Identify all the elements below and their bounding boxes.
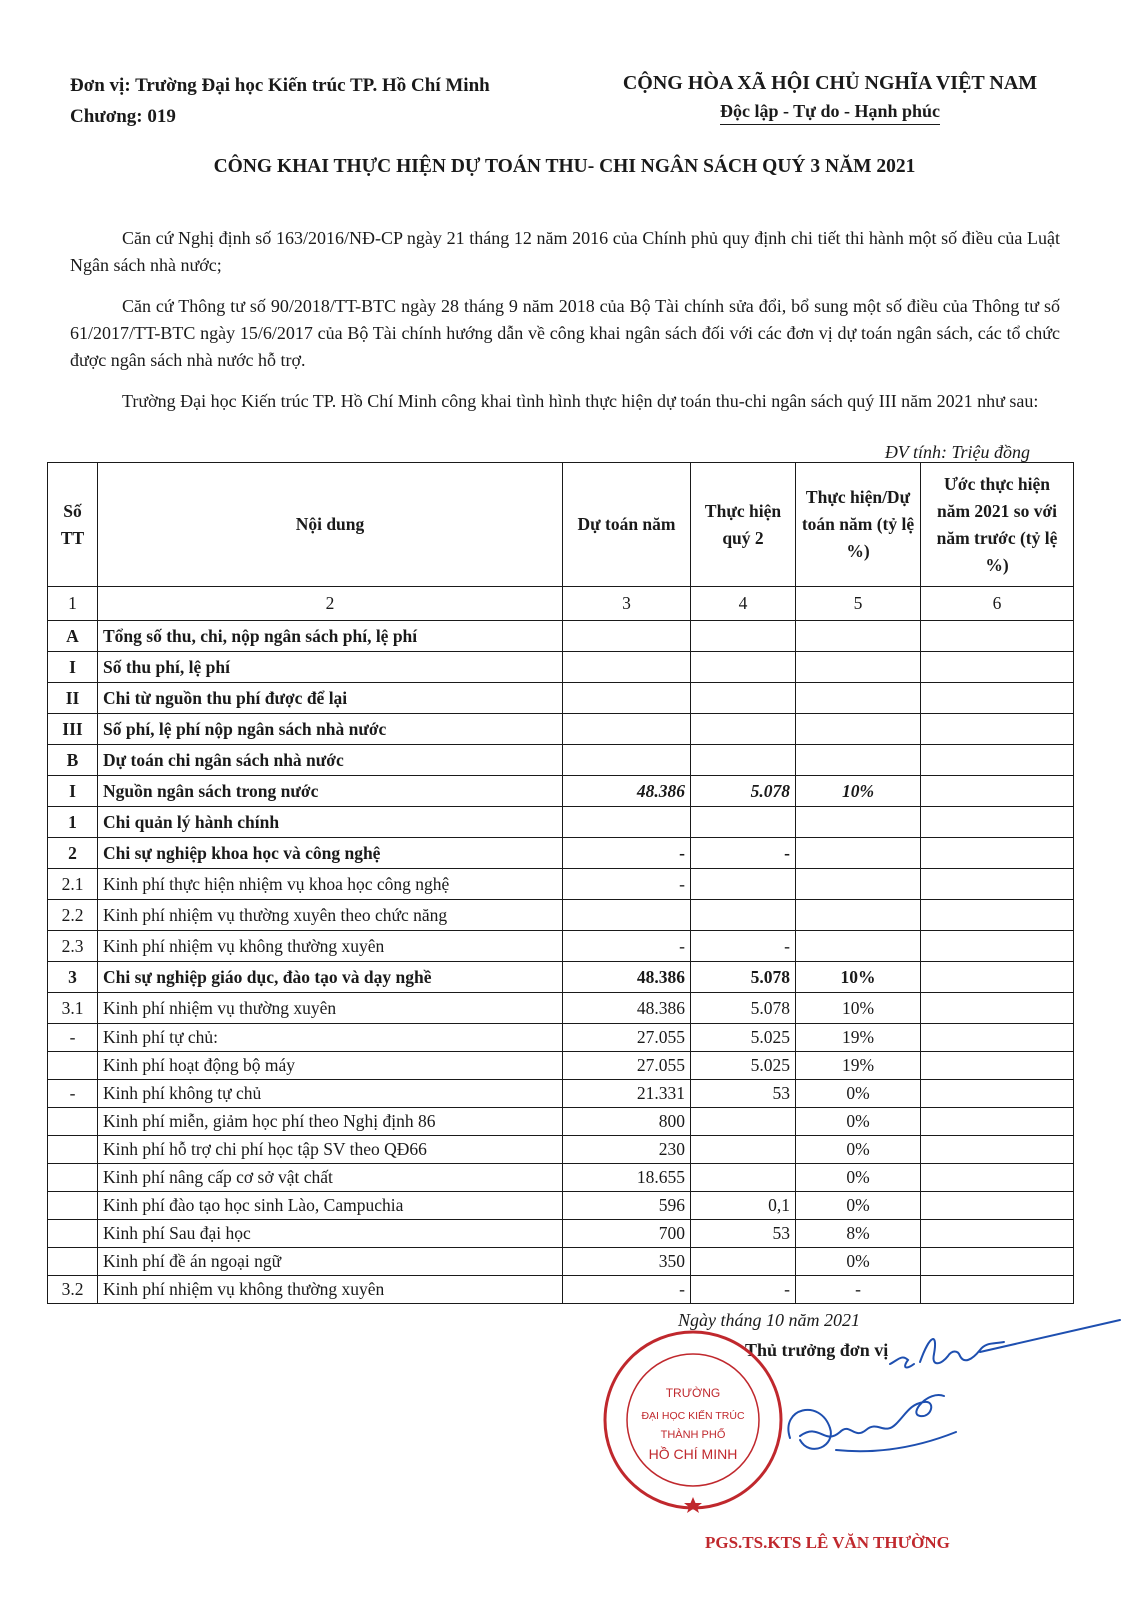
cell-content: Kinh phí nâng cấp cơ sở vật chất: [98, 1164, 563, 1192]
cell-stt: I: [48, 776, 98, 807]
cell-budget: 27.055: [563, 1024, 691, 1052]
cell-q2: [691, 683, 796, 714]
cell-content: Kinh phí thực hiện nhiệm vụ khoa học công nghệ: [98, 869, 563, 900]
header-budget: Dự toán năm: [563, 463, 691, 587]
seal-line-3: THÀNH PHỐ: [660, 1429, 726, 1441]
cell-prev: [921, 776, 1074, 807]
cell-q2: 5.078: [691, 962, 796, 993]
cell-budget: 700: [563, 1220, 691, 1248]
table-row: [48, 1080, 1074, 1108]
table-row: [48, 1136, 1074, 1164]
cell-q2: 53: [691, 1080, 796, 1108]
table-row: [48, 993, 1074, 1024]
cell-stt: -: [48, 1024, 98, 1052]
cell-ratio: 10%: [796, 962, 921, 993]
cell-q2: [691, 869, 796, 900]
cell-prev: [921, 900, 1074, 931]
cell-budget: [563, 652, 691, 683]
cell-ratio: [796, 621, 921, 652]
cell-prev: [921, 1248, 1074, 1276]
cell-stt: I: [48, 652, 98, 683]
table-row: [48, 838, 1074, 869]
cell-ratio: 10%: [796, 993, 921, 1024]
cell-budget: 230: [563, 1136, 691, 1164]
table-row: [48, 962, 1074, 993]
cell-q2: 5.025: [691, 1052, 796, 1080]
cell-prev: [921, 714, 1074, 745]
cell-stt: 3.2: [48, 1276, 98, 1304]
signer-name: PGS.TS.KTS LÊ VĂN THƯỜNG: [705, 1533, 950, 1552]
seal-line-1: TRƯỜNG: [665, 1386, 721, 1400]
cell-budget: 27.055: [563, 1052, 691, 1080]
cell-ratio: 10%: [796, 776, 921, 807]
cell-q2: 5.025: [691, 1024, 796, 1052]
cell-content: Kinh phí hỗ trợ chi phí học tập SV theo QĐ66: [98, 1136, 563, 1164]
table-row: [48, 714, 1074, 745]
cell-content: Dự toán chi ngân sách nhà nước: [98, 745, 563, 776]
col-number: 1: [48, 587, 98, 621]
unit-header: [70, 70, 490, 132]
table-row: [48, 1164, 1074, 1192]
cell-prev: [921, 1108, 1074, 1136]
cell-content: Kinh phí nhiệm vụ không thường xuyên: [98, 1276, 563, 1304]
cell-ratio: 0%: [796, 1192, 921, 1220]
cell-content: Kinh phí nhiệm vụ không thường xuyên: [98, 931, 563, 962]
cell-budget: -: [563, 838, 691, 869]
cell-ratio: [796, 683, 921, 714]
national-motto: Độc lập - Tự do - Hạnh phúc: [720, 101, 940, 125]
cell-ratio: 0%: [796, 1080, 921, 1108]
table-row: [48, 652, 1074, 683]
cell-budget: -: [563, 1276, 691, 1304]
cell-prev: [921, 1164, 1074, 1192]
table-row: [48, 807, 1074, 838]
table-row: [48, 1052, 1074, 1080]
cell-ratio: [796, 807, 921, 838]
legal-basis-paragraph-1: Căn cứ Nghị định số 163/2016/NĐ-CP ngày 21 tháng 12 năm 2016 của Chính phủ quy định chi tiết thi hành một số điều của Luật Ngân sách nhà nước;: [70, 228, 1060, 275]
cell-q2: [691, 1136, 796, 1164]
cell-stt: [48, 1052, 98, 1080]
cell-content: Chi sự nghiệp giáo dục, đào tạo và dạy nghề: [98, 962, 563, 993]
signer-role: Thủ trưởng đơn vị: [745, 1340, 889, 1360]
cell-budget: [563, 621, 691, 652]
cell-prev: [921, 1136, 1074, 1164]
seal-line-4: HỒ CHÍ MINH: [648, 1446, 738, 1462]
cell-content: Số phí, lệ phí nộp ngân sách nhà nước: [98, 714, 563, 745]
table-row: [48, 931, 1074, 962]
national-header: [595, 72, 1065, 125]
legal-basis-paragraph-2: Căn cứ Thông tư số 90/2018/TT-BTC ngày 28 tháng 9 năm 2018 của Bộ Tài chính sửa đổi, bổ sung một số điều của Thông tư số 61/2017/TT-BTC ngày 15/6/2017 của Bộ Tài chính hướng dẫn về công khai ngân sách đối với các đơn vị dự toán ngân sách, các tổ chức được ngân sách nhà nước hỗ trợ.: [70, 296, 1060, 370]
table-row: [48, 683, 1074, 714]
cell-content: Nguồn ngân sách trong nước: [98, 776, 563, 807]
cell-budget: 48.386: [563, 962, 691, 993]
table-row: [48, 900, 1074, 931]
table-row: [48, 621, 1074, 652]
cell-ratio: -: [796, 1276, 921, 1304]
col-number: 4: [691, 587, 796, 621]
table-row: [48, 1248, 1074, 1276]
cell-content: Kinh phí đề án ngoại ngữ: [98, 1248, 563, 1276]
table-row: [48, 745, 1074, 776]
budget-table: [47, 462, 1074, 1304]
cell-stt: 3: [48, 962, 98, 993]
cell-q2: -: [691, 1276, 796, 1304]
cell-stt: [48, 1136, 98, 1164]
column-number-row: [48, 587, 1074, 621]
col-number: 5: [796, 587, 921, 621]
seal-line-2: ĐẠI HỌC KIẾN TRÚC: [641, 1410, 745, 1422]
cell-q2: 53: [691, 1220, 796, 1248]
cell-budget: 48.386: [563, 776, 691, 807]
cell-budget: [563, 714, 691, 745]
cell-content: Kinh phí đào tạo học sinh Lào, Campuchia: [98, 1192, 563, 1220]
cell-budget: [563, 807, 691, 838]
unit-name: Đơn vị: Trường Đại học Kiến trúc TP. Hồ Chí Minh: [70, 75, 490, 96]
cell-ratio: 19%: [796, 1052, 921, 1080]
table-row: [48, 776, 1074, 807]
cell-ratio: [796, 900, 921, 931]
table-header-row: [48, 463, 1074, 587]
nation-name: CỘNG HÒA XÃ HỘI CHỦ NGHĨA VIỆT NAM: [622, 72, 1038, 94]
cell-prev: [921, 1052, 1074, 1080]
cell-content: Kinh phí miễn, giảm học phí theo Nghị định 86: [98, 1108, 563, 1136]
cell-ratio: 8%: [796, 1220, 921, 1248]
cell-q2: [691, 652, 796, 683]
cell-q2: [691, 807, 796, 838]
header-content: Nội dung: [98, 463, 563, 587]
cell-q2: [691, 714, 796, 745]
cell-ratio: 0%: [796, 1248, 921, 1276]
cell-ratio: [796, 652, 921, 683]
cell-stt: 3.1: [48, 993, 98, 1024]
intro-paragraph: Trường Đại học Kiến trúc TP. Hồ Chí Minh công khai tình hình thực hiện dự toán thu-chi ngân sách quý III năm 2021 như sau:: [122, 391, 1039, 411]
cell-stt: 2.3: [48, 931, 98, 962]
cell-budget: -: [563, 869, 691, 900]
cell-ratio: [796, 745, 921, 776]
signing-date: Ngày tháng 10 năm 2021: [678, 1310, 860, 1330]
cell-stt: A: [48, 621, 98, 652]
document-title: CÔNG KHAI THỰC HIỆN DỰ TOÁN THU- CHI NGÂN SÁCH QUÝ 3 NĂM 2021: [213, 156, 916, 177]
cell-content: Chi từ nguồn thu phí được để lại: [98, 683, 563, 714]
cell-prev: [921, 1220, 1074, 1248]
cell-budget: [563, 745, 691, 776]
cell-prev: [921, 838, 1074, 869]
cell-stt: B: [48, 745, 98, 776]
header-prev: Ước thực hiện năm 2021 so với năm trước (tỷ lệ %): [921, 463, 1074, 587]
unit-note: ĐV tính: Triệu đồng: [884, 442, 1030, 462]
cell-prev: [921, 1192, 1074, 1220]
cell-ratio: [796, 714, 921, 745]
cell-budget: -: [563, 931, 691, 962]
table-row: [48, 1276, 1074, 1304]
cell-content: Chi sự nghiệp khoa học và công nghệ: [98, 838, 563, 869]
cell-budget: 48.386: [563, 993, 691, 1024]
cell-content: Kinh phí nhiệm vụ thường xuyên theo chức năng: [98, 900, 563, 931]
cell-prev: [921, 621, 1074, 652]
cell-budget: 18.655: [563, 1164, 691, 1192]
cell-prev: [921, 962, 1074, 993]
header-ratio: Thực hiện/Dự toán năm (tỷ lệ %): [796, 463, 921, 587]
chapter-code: Chương: 019: [70, 106, 176, 127]
col-number: 2: [98, 587, 563, 621]
cell-prev: [921, 745, 1074, 776]
cell-stt: [48, 1192, 98, 1220]
cell-ratio: [796, 931, 921, 962]
cell-ratio: 0%: [796, 1108, 921, 1136]
cell-q2: [691, 621, 796, 652]
cell-q2: [691, 1164, 796, 1192]
cell-stt: [48, 1164, 98, 1192]
cell-ratio: [796, 869, 921, 900]
cell-prev: [921, 683, 1074, 714]
cell-budget: [563, 900, 691, 931]
cell-q2: [691, 745, 796, 776]
cell-content: Kinh phí hoạt động bộ máy: [98, 1052, 563, 1080]
cell-stt: [48, 1248, 98, 1276]
cell-content: Chi quản lý hành chính: [98, 807, 563, 838]
cell-prev: [921, 993, 1074, 1024]
cell-prev: [921, 807, 1074, 838]
cell-prev: [921, 1024, 1074, 1052]
table-row: [48, 1108, 1074, 1136]
cell-stt: 2.1: [48, 869, 98, 900]
cell-content: Kinh phí Sau đại học: [98, 1220, 563, 1248]
cell-content: Tổng số thu, chi, nộp ngân sách phí, lệ phí: [98, 621, 563, 652]
cell-ratio: [796, 838, 921, 869]
cell-stt: [48, 1108, 98, 1136]
cell-stt: [48, 1220, 98, 1248]
cell-prev: [921, 931, 1074, 962]
cell-budget: [563, 683, 691, 714]
cell-q2: [691, 1108, 796, 1136]
col-number: 3: [563, 587, 691, 621]
handwritten-signature: [740, 1318, 1129, 1478]
cell-ratio: 0%: [796, 1136, 921, 1164]
cell-q2: 5.078: [691, 776, 796, 807]
cell-content: Kinh phí không tự chủ: [98, 1080, 563, 1108]
cell-q2: 5.078: [691, 993, 796, 1024]
cell-stt: -: [48, 1080, 98, 1108]
cell-q2: [691, 900, 796, 931]
cell-content: Kinh phí nhiệm vụ thường xuyên: [98, 993, 563, 1024]
cell-budget: 596: [563, 1192, 691, 1220]
cell-content: Kinh phí tự chủ:: [98, 1024, 563, 1052]
col-number: 6: [921, 587, 1074, 621]
table-row: [48, 1024, 1074, 1052]
cell-prev: [921, 1080, 1074, 1108]
cell-stt: 2: [48, 838, 98, 869]
cell-stt: 1: [48, 807, 98, 838]
table-row: [48, 869, 1074, 900]
cell-budget: 21.331: [563, 1080, 691, 1108]
cell-prev: [921, 652, 1074, 683]
table-row: [48, 1220, 1074, 1248]
table-row: [48, 1192, 1074, 1220]
cell-q2: [691, 1248, 796, 1276]
cell-budget: 350: [563, 1248, 691, 1276]
cell-stt: 2.2: [48, 900, 98, 931]
cell-prev: [921, 1276, 1074, 1304]
cell-q2: -: [691, 838, 796, 869]
cell-budget: 800: [563, 1108, 691, 1136]
cell-q2: 0,1: [691, 1192, 796, 1220]
header-stt: Số TT: [48, 463, 98, 587]
cell-content: Số thu phí, lệ phí: [98, 652, 563, 683]
cell-prev: [921, 869, 1074, 900]
cell-ratio: 19%: [796, 1024, 921, 1052]
cell-stt: III: [48, 714, 98, 745]
cell-ratio: 0%: [796, 1164, 921, 1192]
cell-stt: II: [48, 683, 98, 714]
header-q2: Thực hiện quý 2: [691, 463, 796, 587]
cell-q2: -: [691, 931, 796, 962]
